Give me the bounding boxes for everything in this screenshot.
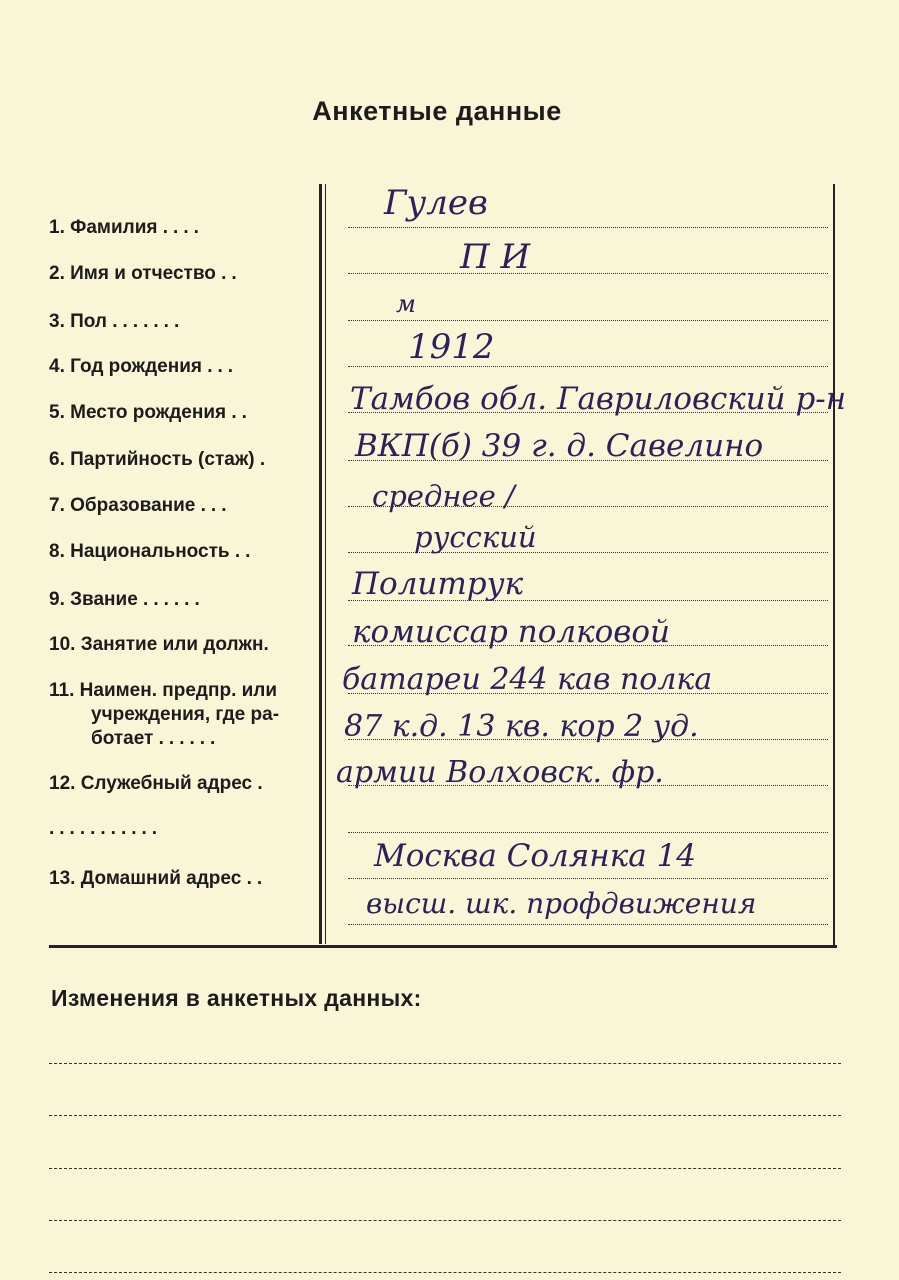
value-home-address-line2: высш. шк. профдвижения xyxy=(366,887,757,920)
value-workplace-line2: 87 к.д. 13 кв. кор 2 уд. xyxy=(344,709,699,744)
value-name: П И xyxy=(460,237,531,277)
changes-rule xyxy=(49,1168,841,1169)
frame-left-line xyxy=(319,184,322,944)
field-label-birthplace: 5. Место рождения .. xyxy=(49,402,252,423)
field-label-workplace-line3: ботает ...... xyxy=(91,728,221,749)
changes-rule xyxy=(49,1063,841,1064)
changes-rule xyxy=(49,1220,841,1221)
field-label-home-address: 13. Домашний адрес .. xyxy=(49,868,268,889)
field-label-rank: 9. Звание ...... xyxy=(49,589,205,610)
frame-bottom-line xyxy=(49,945,837,948)
value-education: среднее / xyxy=(372,479,515,513)
field-label-workplace: 11. Наимен. предпр. или xyxy=(49,680,278,701)
value-home-address-line1: Москва Солянка 14 xyxy=(374,838,697,874)
field-label-sex: 3. Пол ....... xyxy=(49,311,185,332)
changes-rule xyxy=(49,1115,841,1116)
value-birth-year: 1912 xyxy=(408,327,495,367)
field-label-birth-year: 4. Год рождения ... xyxy=(49,356,239,377)
entry-rule xyxy=(348,924,828,925)
field-label-surname: 1. Фамилия .... xyxy=(49,217,204,238)
field-label-workplace-line2: учреждения, где ра- xyxy=(91,704,280,725)
entry-rule xyxy=(348,273,828,274)
field-label-party: 6. Партийность (стаж) . xyxy=(49,449,271,470)
value-workplace-line1: батареи 244 кав полка xyxy=(342,662,713,697)
field-label-nationality: 8. Национальность .. xyxy=(49,541,256,562)
field-label-dots-row: ........... xyxy=(49,818,163,839)
page-title: Анкетные данные xyxy=(312,96,562,126)
field-label-occupation: 10. Занятие или должн. xyxy=(49,634,269,655)
value-rank: Политрук xyxy=(352,566,524,602)
entry-rule xyxy=(348,878,828,879)
entry-rule xyxy=(348,320,828,321)
frame-left-line-inner xyxy=(325,184,326,944)
value-party: ВКП(б) 39 г. д. Савелино xyxy=(355,428,764,464)
value-birthplace: Тамбов обл. Гавриловский р-н xyxy=(350,381,847,417)
field-label-education: 7. Образование ... xyxy=(49,495,232,516)
field-label-name: 2. Имя и отчество .. xyxy=(49,263,242,284)
changes-rule xyxy=(49,1272,841,1273)
frame-right-line xyxy=(833,184,835,946)
value-surname: Гулев xyxy=(384,183,488,223)
value-nationality: русский xyxy=(414,520,537,554)
value-sex: м xyxy=(396,290,416,318)
changes-title: Изменения в анкетных данных: xyxy=(51,985,422,1011)
entry-rule xyxy=(348,832,828,833)
entry-rule xyxy=(348,227,828,228)
field-label-work-address: 12. Служебный адрес . xyxy=(49,773,268,794)
value-work-address: армии Волховск. фр. xyxy=(336,755,664,790)
value-occupation: комиссар полковой xyxy=(352,614,670,650)
